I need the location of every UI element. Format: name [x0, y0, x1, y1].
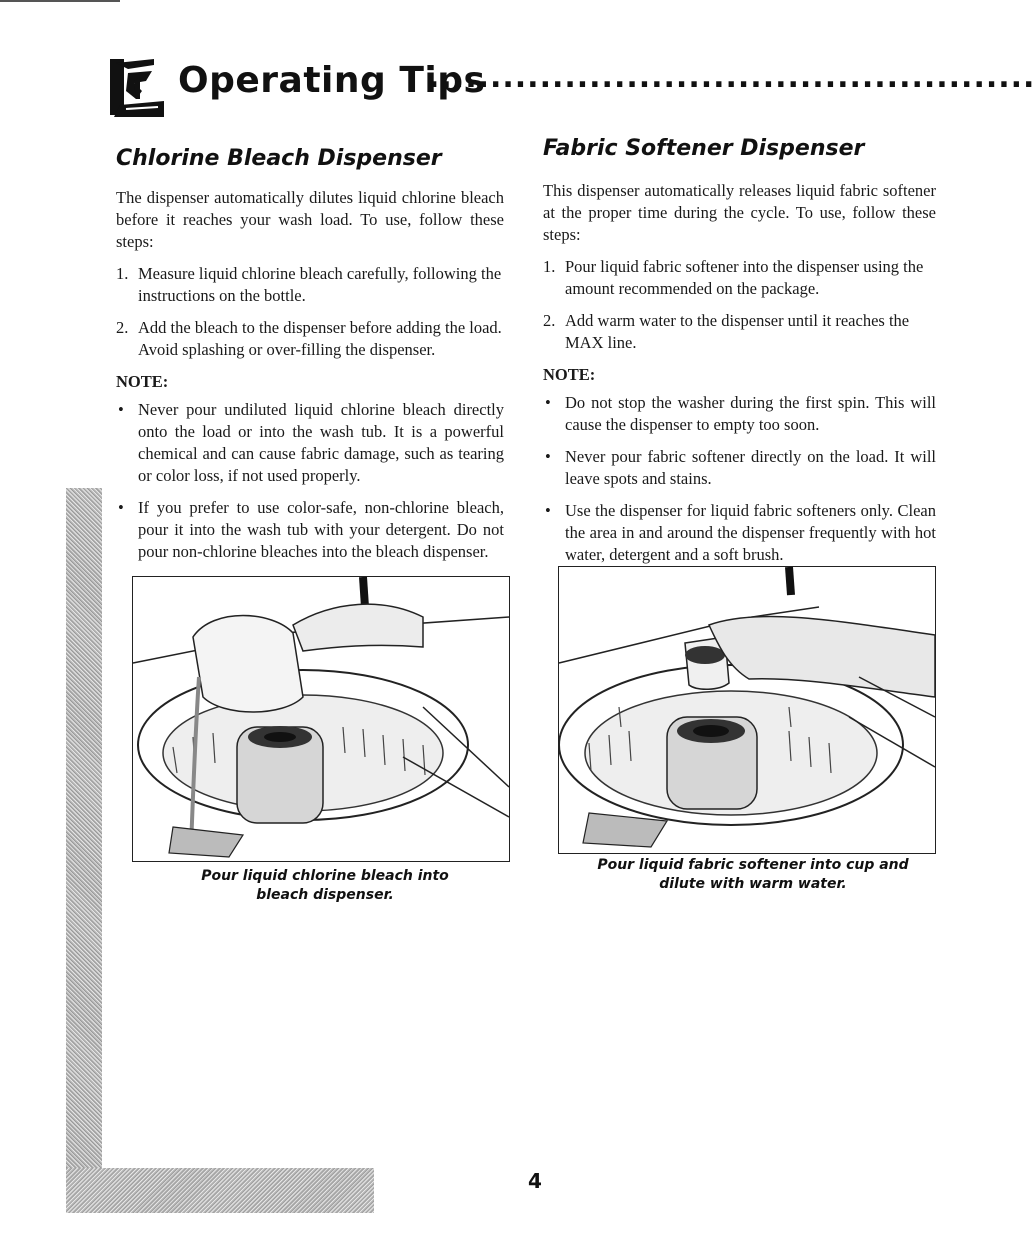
list-item: 2. Add warm water to the dispenser until it reaches the MAX line.	[543, 311, 910, 352]
list-item: 2. Add the bleach to the dispenser before adding the load. Avoid splashing or over-filling the dispenser.	[116, 318, 502, 359]
fabric-softener-section	[543, 180, 936, 576]
softener-figure-caption	[580, 856, 926, 894]
list-item: • Never pour undiluted liquid chlorine bleach directly onto the load or into the wash tub. It is a powerful chemical and can cause fabric damage, such as tearing or color loss, if not used properly.	[116, 399, 504, 487]
page-number: 4	[528, 1169, 542, 1193]
list-item: • Do not stop the washer during the first spin. This will cause the dispenser to empty too soon.	[543, 392, 936, 436]
intro-paragraph: This dispenser automatically releases liquid fabric softener at the proper time during the cycle. To use, follow these steps:	[543, 181, 936, 244]
softener-cup-illustration	[558, 566, 936, 854]
list-item: • Use the dispenser for liquid fabric softeners only. Clean the area in and around the dispenser frequently with hot water, detergent and a soft brush.	[543, 500, 936, 566]
caption-line: dilute with warm water.	[659, 876, 847, 892]
list-item: • Never pour fabric softener directly on the load. It will leave spots and stains.	[543, 446, 936, 490]
fabric-softener-heading: Fabric Softener Dispenser	[543, 136, 865, 161]
bleach-figure-caption	[160, 867, 490, 905]
caption-line: bleach dispenser.	[256, 887, 394, 903]
chlorine-bleach-heading: Chlorine Bleach Dispenser	[116, 146, 442, 171]
list-item: 1. Pour liquid fabric softener into the dispenser using the amount recommended on the package.	[543, 257, 924, 298]
notes-list	[116, 399, 504, 563]
operating-tips-logo-icon	[106, 55, 166, 119]
bleach-pouring-illustration	[132, 576, 510, 862]
decorative-side-bar	[66, 488, 102, 1213]
steps-list	[116, 263, 504, 361]
page-title: Operating Tips	[178, 60, 486, 101]
intro-paragraph: The dispenser automatically dilutes liquid chlorine bleach before it reaches your wash load. To use, follow these steps:	[116, 188, 504, 251]
caption-line: Pour liquid chlorine bleach into	[201, 868, 449, 884]
decorative-bottom-bar	[66, 1168, 374, 1213]
top-rule	[0, 0, 120, 2]
caption-line: Pour liquid fabric softener into cup and	[597, 857, 909, 873]
notes-list	[543, 392, 936, 566]
list-item: • If you prefer to use color-safe, non-chlorine bleach, pour it into the wash tub with your detergent. Do not pour non-chlorine bleaches into the bleach dispenser.	[116, 497, 504, 563]
chlorine-bleach-section	[116, 187, 504, 573]
note-label: NOTE:	[543, 365, 596, 384]
title-leader-dots: .................................................	[428, 60, 1035, 95]
steps-list	[543, 256, 936, 354]
note-label: NOTE:	[116, 372, 169, 391]
list-item: 1. Measure liquid chlorine bleach carefully, following the instructions on the bottle.	[116, 264, 502, 305]
